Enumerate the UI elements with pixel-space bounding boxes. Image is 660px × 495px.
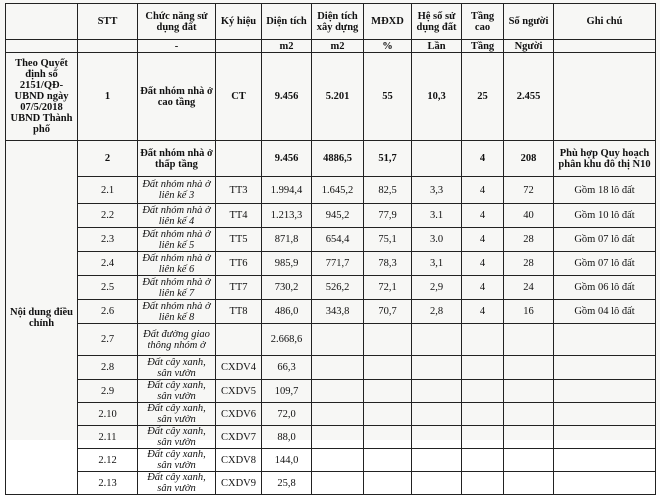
people-cell [504,403,554,426]
function-cell: Đất nhóm nhà ở cao tầng [138,53,216,141]
header-note: Ghi chú [554,4,656,40]
stt-cell: 2.2 [78,204,138,228]
density-cell: 77,9 [364,204,412,228]
density-cell: 70,7 [364,300,412,324]
area-cell: 871,8 [262,228,312,252]
far-cell: 2,8 [412,300,462,324]
header-area: Diện tích [262,4,312,40]
table-row [6,141,656,177]
table-row [6,356,656,380]
symbol-cell: CXDV5 [216,380,262,403]
floors-cell: 4 [462,228,504,252]
note-cell: Phù hợp Quy hoạch phân khu đô thị N10 [554,141,656,177]
floors-cell: 25 [462,53,504,141]
function-cell: Đất cây xanh, sân vườn [138,380,216,403]
area-cell: 985,9 [262,252,312,276]
far-cell: 3,1 [412,252,462,276]
note-cell [554,426,656,449]
built-area-cell: 945,2 [312,204,364,228]
function-cell: Đất cây xanh, sân vườn [138,449,216,472]
function-cell: Đất cây xanh, sân vườn [138,472,216,495]
symbol-cell: CXDV9 [216,472,262,495]
density-cell: 75,1 [364,228,412,252]
note-cell: Gồm 07 lô đất [554,228,656,252]
far-cell [412,141,462,177]
far-cell [412,426,462,449]
density-cell [364,403,412,426]
built-area-cell [312,449,364,472]
built-area-cell [312,324,364,356]
people-cell: 16 [504,300,554,324]
density-cell: 82,5 [364,177,412,204]
far-cell: 3,3 [412,177,462,204]
density-cell: 78,3 [364,252,412,276]
built-area-cell [312,380,364,403]
built-area-cell: 4886,5 [312,141,364,177]
unit-built-area: m2 [312,40,364,53]
far-cell [412,403,462,426]
header-people: Số người [504,4,554,40]
far-cell [412,472,462,495]
built-area-cell [312,356,364,380]
density-cell [364,324,412,356]
table-row [6,472,656,495]
function-cell: Đất đường giao thông nhóm ở [138,324,216,356]
people-cell [504,380,554,403]
table-row [6,53,656,141]
symbol-cell: TT5 [216,228,262,252]
floors-cell: 4 [462,300,504,324]
built-area-cell [312,472,364,495]
stt-cell: 2.4 [78,252,138,276]
area-cell: 486,0 [262,300,312,324]
group-label: Theo Quyết định số 2151/QĐ-UBND ngày 07/5/2018 UBND Thành phố [6,53,78,141]
far-cell: 10,3 [412,53,462,141]
header-built-area: Diện tích xây dựng [312,4,364,40]
table-row [6,228,656,252]
area-cell: 66,3 [262,356,312,380]
unit-area: m2 [262,40,312,53]
floors-cell [462,472,504,495]
area-cell: 9.456 [262,141,312,177]
density-cell [364,426,412,449]
floors-cell [462,426,504,449]
unit-floors: Tầng [462,40,504,53]
floors-cell: 4 [462,204,504,228]
people-cell [504,356,554,380]
area-cell: 25,8 [262,472,312,495]
note-cell [554,356,656,380]
note-cell: Gồm 10 lô đất [554,204,656,228]
header-far: Hệ số sử dụng đất [412,4,462,40]
built-area-cell: 771,7 [312,252,364,276]
people-cell: 72 [504,177,554,204]
note-cell [554,472,656,495]
note-cell: Gồm 04 lô đất [554,300,656,324]
header-density: MĐXD [364,4,412,40]
symbol-cell: TT4 [216,204,262,228]
symbol-cell: TT7 [216,276,262,300]
people-cell: 28 [504,252,554,276]
function-cell: Đất cây xanh, sân vườn [138,356,216,380]
far-cell: 2,9 [412,276,462,300]
header-group [6,4,78,40]
note-cell: Gồm 18 lô đất [554,177,656,204]
floors-cell [462,356,504,380]
symbol-cell: CXDV6 [216,403,262,426]
stt-cell: 2.9 [78,380,138,403]
density-cell [364,472,412,495]
note-cell [554,324,656,356]
function-cell: Đất nhóm nhà ở liên kế 8 [138,300,216,324]
symbol-cell: CXDV4 [216,356,262,380]
built-area-cell: 5.201 [312,53,364,141]
function-cell: Đất nhóm nhà ở thấp tầng [138,141,216,177]
unit-stt [78,40,138,53]
note-cell [554,403,656,426]
stt-cell: 2 [78,141,138,177]
function-cell: Đất cây xanh, sân vườn [138,426,216,449]
area-cell: 88,0 [262,426,312,449]
stt-cell: 2.3 [78,228,138,252]
built-area-cell: 654,4 [312,228,364,252]
header-row [6,4,656,40]
symbol-cell: TT8 [216,300,262,324]
stt-cell: 2.1 [78,177,138,204]
note-cell: Gồm 06 lô đất [554,276,656,300]
floors-cell: 4 [462,252,504,276]
function-cell: Đất nhóm nhà ở liên kế 6 [138,252,216,276]
unit-people: Người [504,40,554,53]
symbol-cell: CT [216,53,262,141]
table-row [6,380,656,403]
symbol-cell: CXDV8 [216,449,262,472]
people-cell: 24 [504,276,554,300]
units-row [6,40,656,53]
header-function: Chức năng sử dụng đất [138,4,216,40]
density-cell [364,356,412,380]
unit-density: % [364,40,412,53]
far-cell [412,380,462,403]
stt-cell: 2.6 [78,300,138,324]
stt-cell: 2.7 [78,324,138,356]
area-cell: 9.456 [262,53,312,141]
area-cell: 109,7 [262,380,312,403]
stt-cell: 2.12 [78,449,138,472]
people-cell [504,324,554,356]
note-cell [554,449,656,472]
function-cell: Đất cây xanh, sân vườn [138,403,216,426]
table-row [6,449,656,472]
note-cell: Gồm 07 lô đất [554,252,656,276]
stt-cell: 2.5 [78,276,138,300]
people-cell: 2.455 [504,53,554,141]
function-cell: Đất nhóm nhà ở liên kế 5 [138,228,216,252]
unit-symbol [216,40,262,53]
floors-cell [462,380,504,403]
density-cell [364,380,412,403]
density-cell: 55 [364,53,412,141]
function-cell: Đất nhóm nhà ở liên kế 3 [138,177,216,204]
built-area-cell: 1.645,2 [312,177,364,204]
density-cell: 72,1 [364,276,412,300]
table-row [6,276,656,300]
table-row [6,324,656,356]
unit-far: Lần [412,40,462,53]
people-cell [504,426,554,449]
area-cell: 72,0 [262,403,312,426]
function-cell: Đất nhóm nhà ở liên kế 7 [138,276,216,300]
density-cell [364,449,412,472]
far-cell [412,356,462,380]
floors-cell: 4 [462,141,504,177]
far-cell: 3.1 [412,204,462,228]
symbol-cell [216,141,262,177]
built-area-cell [312,426,364,449]
unit-function: - [138,40,216,53]
area-cell: 1.213,3 [262,204,312,228]
area-cell: 1.994,4 [262,177,312,204]
header-floors: Tầng cao [462,4,504,40]
people-cell [504,472,554,495]
unit-group [6,40,78,53]
people-cell: 208 [504,141,554,177]
people-cell: 40 [504,204,554,228]
table-row [6,403,656,426]
table-row [6,204,656,228]
note-cell [554,380,656,403]
floors-cell: 4 [462,276,504,300]
symbol-cell: TT3 [216,177,262,204]
people-cell: 28 [504,228,554,252]
area-cell: 144,0 [262,449,312,472]
area-cell: 2.668,6 [262,324,312,356]
land-use-table [5,3,656,495]
table-row [6,300,656,324]
floors-cell [462,449,504,472]
stt-cell: 2.10 [78,403,138,426]
built-area-cell [312,403,364,426]
stt-cell: 1 [78,53,138,141]
built-area-cell: 343,8 [312,300,364,324]
floors-cell: 4 [462,177,504,204]
people-cell [504,449,554,472]
far-cell: 3.0 [412,228,462,252]
stt-cell: 2.11 [78,426,138,449]
header-stt: STT [78,4,138,40]
table-row [6,426,656,449]
area-cell: 730,2 [262,276,312,300]
far-cell [412,449,462,472]
density-cell: 51,7 [364,141,412,177]
table-row [6,252,656,276]
stt-cell: 2.13 [78,472,138,495]
symbol-cell: CXDV7 [216,426,262,449]
symbol-cell: TT6 [216,252,262,276]
unit-note [554,40,656,53]
symbol-cell [216,324,262,356]
table-row [6,177,656,204]
built-area-cell: 526,2 [312,276,364,300]
far-cell [412,324,462,356]
function-cell: Đất nhóm nhà ở liên kế 4 [138,204,216,228]
note-cell [554,53,656,141]
floors-cell [462,324,504,356]
floors-cell [462,403,504,426]
stt-cell: 2.8 [78,356,138,380]
header-symbol: Ký hiệu [216,4,262,40]
group-label: Nội dung điều chỉnh [6,141,78,495]
